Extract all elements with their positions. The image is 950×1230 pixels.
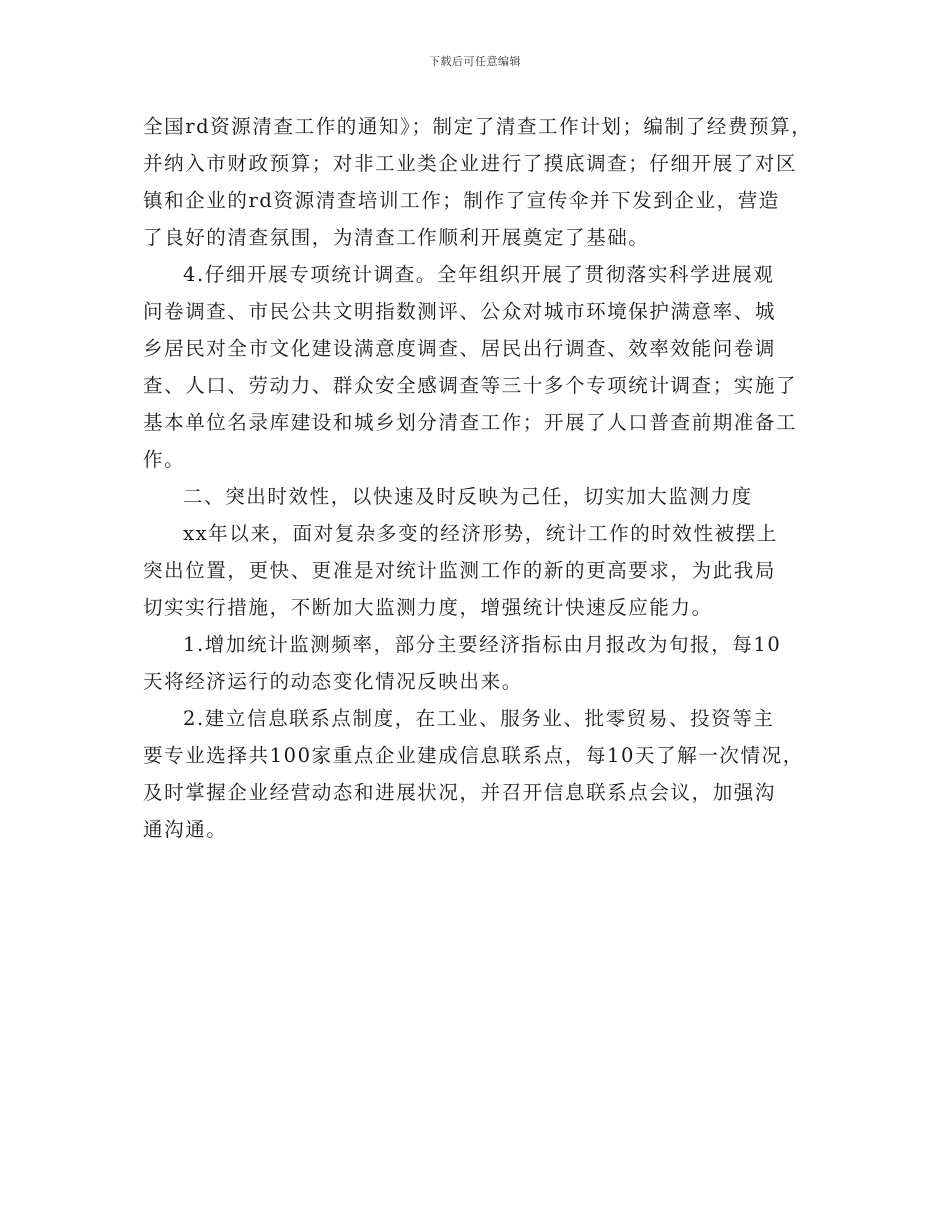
text-line: 镇和企业的rd资源清查培训工作；制作了宣传伞并下发到企业，营造	[143, 189, 780, 212]
text-line: 了良好的清查氛围，为清查工作顺利开展奠定了基础。	[143, 226, 650, 249]
text-line: 及时掌握企业经营动态和进展状况，并召开信息联系点会议，加强沟	[143, 781, 777, 804]
paragraph-start-line: 4.仔细开展专项统计调查。全年组织开展了贯彻落实科学进展观	[183, 263, 775, 286]
page-header: 下载后可任意编辑	[429, 55, 521, 68]
text-line: 全国rd资源清查工作的通知》；制定了清查工作计划；编制了经费预算，	[143, 115, 813, 138]
document-body	[143, 108, 823, 848]
text-line: 基本单位名录库建设和城乡划分清查工作；开展了人口普查前期准备工	[143, 411, 798, 434]
paragraph-start-line: 1.增加统计监测频率，部分主要经济指标由月报改为旬报，每10	[183, 633, 782, 656]
text-line: 问卷调查、市民公共文明指数测评、公众对城市环境保护满意率、城	[143, 300, 777, 323]
text-line: 通沟通。	[143, 818, 228, 841]
text-line: 要专业选择共100家重点企业建成信息联系点，每10天了解一次情况，	[143, 744, 804, 767]
text-line: 突出位置，更快、更准是对统计监测工作的新的更高要求，为此我局	[143, 559, 777, 582]
text-line: 切实实行措施，不断加大监测力度，增强统计快速反应能力。	[143, 596, 713, 619]
text-line: 天将经济运行的动态变化情况反映出来。	[143, 670, 523, 693]
section-heading: 二、突出时效性，以快速及时反映为己任，切实加大监测力度	[183, 485, 753, 508]
paragraph-start-line: 2.建立信息联系点制度，在工业、服务业、批零贸易、投资等主	[183, 707, 775, 730]
text-line: 作。	[143, 448, 186, 471]
text-line: 查、人口、劳动力、群众安全感调查等三十多个专项统计调查；实施了	[143, 374, 798, 397]
paragraph-start-line: xx年以来，面对复杂多变的经济形势，统计工作的时效性被摆上	[183, 522, 778, 545]
text-line: 乡居民对全市文化建设满意度调查、居民出行调查、效率效能问卷调	[143, 337, 777, 360]
text-line: 并纳入市财政预算；对非工业类企业进行了摸底调查；仔细开展了对区	[143, 152, 798, 175]
